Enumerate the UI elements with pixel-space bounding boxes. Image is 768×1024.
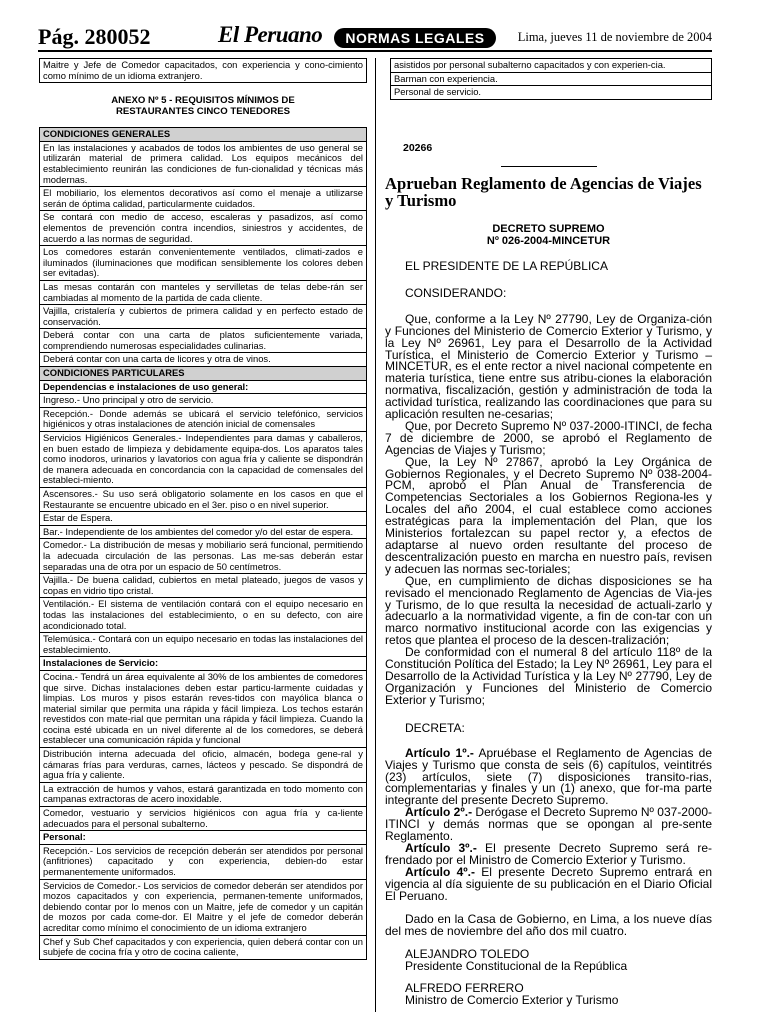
annex-title bbox=[39, 95, 367, 117]
decreta-heading: DECRETA: bbox=[405, 720, 465, 735]
column-divider bbox=[375, 58, 376, 1012]
signatory-name: ALFREDO FERRERO bbox=[405, 981, 524, 996]
table-cell: Comedor.- La distribución de mesas y mobiliario será funcional, permitiendo la adecuada circulación de las personas. Las me-sas deberán estar separadas una de otra por un espacio de 50 centímetros. bbox=[40, 539, 366, 574]
section-badge: NORMAS LEGALES bbox=[334, 28, 496, 48]
table-cell: Ingreso.- Uno principal y otro de servicio. bbox=[40, 394, 366, 408]
table-cell: Comedor, vestuario y servicios higiénicos con agua fría y ca-liente adecuados para el personal subalterno. bbox=[40, 807, 366, 831]
norm-title: Aprueban Reglamento de Agencias de Viajes y Turismo bbox=[385, 173, 702, 210]
table-cell: Deberá contar con una carta de licores y otra de vinos. bbox=[40, 353, 366, 367]
considerando-heading: CONSIDERANDO: bbox=[405, 285, 507, 300]
table-cell: Vajilla.- De buena calidad, cubiertos en metal plateado, juegos de vasos y copas en vidrio tipo cristal. bbox=[40, 574, 366, 598]
table-cell: asistidos por personal subalterno capacitados y con experien-cia. bbox=[391, 59, 711, 73]
decree-heading bbox=[385, 223, 712, 247]
annex-title-line: RESTAURANTES CINCO TENEDORES bbox=[115, 106, 291, 118]
annex-table bbox=[39, 127, 367, 960]
article-paragraph bbox=[385, 864, 712, 903]
table-cell: Bar.- Independiente de los ambientes del comedor y/o del estar de espera. bbox=[40, 526, 366, 540]
articles bbox=[385, 745, 713, 903]
page-header bbox=[38, 22, 712, 52]
table-cell: Barman con experiencia. bbox=[391, 73, 711, 87]
table-cell: Estar de Espera. bbox=[40, 512, 366, 526]
table-subheader: Instalaciones de Servicio: bbox=[40, 657, 366, 671]
table-cell: Distribución interna adecuada del oficio, almacén, bodega gene-ral y cámaras frías para verduras, carnes, lácteos y pescado. Se dispondrá de agua fría y caliente. bbox=[40, 748, 366, 783]
paragraph: Que, por Decreto Supremo Nº 037-2000-ITINCI, de fecha 7 de diciembre de 2000, se aprobó el Reglamento de Agencias de Viajes y Turismo; bbox=[385, 418, 712, 457]
table-cell: Chef y Sub Chef capacitados y con experiencia, quien deberá contar con un subjefe de cocina fría y otro de cocina caliente, bbox=[40, 936, 366, 960]
table-cell: Cocina.- Tendrá un área equivalente al 30% de los ambientes de comedores que sirve. Dichas instalaciones deben estar particu-larmente cuidadas y limpias. Los muros y pisos estarán reves-tidos con mayólica blanca o material similar que permita una rápida y fácil limpieza. Los techos estarán revestidos con mate-rial que permitan una rápida y fácil limpieza. Cuando la cocina esté ubicada en un nivel diferente al de los comedores, se deberá establecer una comunicación rápida y funcional bbox=[40, 671, 366, 748]
considerations bbox=[385, 311, 712, 707]
table-cell: Ventilación.- El sistema de ventilación contará con el equipo necesario en todas las instalaciones del establecimiento, o en su defecto, con aire acondicionado total. bbox=[40, 598, 366, 633]
article-paragraph bbox=[385, 745, 713, 808]
article-text: El presente Decreto Supremo será re-frendado por el Ministro de Comercio Exterior y Turismo. bbox=[385, 840, 712, 867]
table-cell: Deberá contar con una carta de platos suficientemente variada, comprendiendo numerosas especialidades culinarias. bbox=[40, 329, 366, 353]
signatory-role: Presidente Constitucional de la República bbox=[405, 959, 628, 974]
table-cell: Maitre y Jefe de Comedor capacitados, con experiencia y cono-cimiento como mínimo de un idioma extranjero. bbox=[40, 59, 366, 83]
closing-paragraph: Dado en la Casa de Gobierno, en Lima, a los nueve días del mes de noviembre del año dos mil cuatro. bbox=[385, 912, 712, 939]
article-label: Artículo 1º.- bbox=[405, 745, 474, 760]
paragraph: Que, la Ley Nº 27867, aprobó la Ley Orgánica de Gobiernos Regionales, y el Decreto Supremo Nº 038-2004-PCM, aprobó el Plan Anual de Transferencia de Competencias Sectoriales a los Gobiernos Regiona-les y Locales del año 2004, el cual establece como acciones estratégicas para la implementación del Plan, que los Ministerios fortalezcan su papel rector y, a efectos de adaptarse al nuevo orden resultante del proceso de descentralización puesto en marcha en nuestro país, revisen y adecuen las normas sec-toriales; bbox=[385, 454, 712, 576]
annex-title-line: ANEXO Nº 5 - REQUISITOS MÍNIMOS DE bbox=[111, 95, 295, 107]
signatory-name: ALEJANDRO TOLEDO bbox=[405, 947, 530, 962]
table-cell: Telemúsica.- Contará con un equipo necesario en todas las instalaciones del establecimiento. bbox=[40, 633, 366, 657]
header-rule bbox=[38, 50, 712, 52]
paragraph: Que, conforme a la Ley Nº 27790, Ley de Organiza-ción y Funciones del Ministerio de Comercio Exterior y Turismo, y la Ley Nº 26961, Ley para el Desarrollo de la Actividad Turística, el Ministerio de Comercio Exterior y Turismo – MINCETUR, es el ente rector a nivel nacional competente en materia turística, tiene entre sus atribu-ciones la elaboración normativa, fiscalización, gestión y administración de toda la actividad turística, realizando las coordinaciones que para su aplicación resulten ne-cesarias; bbox=[385, 311, 712, 422]
table-cell: La extracción de humos y vahos, estará garantizada en todo momento con campanas extractoras de acero inoxidable. bbox=[40, 783, 366, 807]
table-subheader: Dependencias e instalaciones de uso general: bbox=[40, 381, 366, 395]
table-cell: En las instalaciones y acabados de todos los ambientes de uso general se utilizarán material de primera calidad. Los equipos mecánicos del establecimiento reunirán las condiciones de fun-cionalidad y técnicas más modernas. bbox=[40, 142, 366, 187]
decree-type: DECRETO SUPREMO bbox=[492, 222, 605, 235]
table-cell: Los comedores estarán convenientemente ventilados, climati-zados e iluminados (iluminaciones que modifican sensiblemente los colores deben ser evitadas). bbox=[40, 246, 366, 281]
table-cell: Las mesas contarán con manteles y servilletas de telas debe-rán ser cambiadas al momento de la partida de cada cliente. bbox=[40, 281, 366, 305]
table-section-header: CONDICIONES GENERALES bbox=[40, 128, 366, 142]
table-subheader: Personal: bbox=[40, 831, 366, 845]
continued-table bbox=[390, 58, 712, 100]
title-rule bbox=[501, 166, 597, 167]
norm-number: 20266 bbox=[403, 141, 433, 154]
left-column bbox=[39, 58, 367, 960]
table-cell: Se contará con medio de acceso, escaleras y pasadizos, así como elementos de prevención contra incendios, siniestros y accidentes, de acuerdo a las normas de seguridad. bbox=[40, 211, 366, 246]
table-cell: Personal de servicio. bbox=[391, 86, 711, 100]
signatory-role: Ministro de Comercio Exterior y Turismo bbox=[405, 993, 619, 1008]
continued-table bbox=[39, 58, 367, 83]
table-cell: Recepción.- Los servicios de recepción deberán ser atendidos por personal (anfitriones) capacitado y con experiencia, debien-do estar permanentemente uniformados. bbox=[40, 845, 366, 880]
article-text: Derógase el Decreto Supremo Nº 037-2000-ITINCI y demás normas que se opongan al pre-sente Reglamento. bbox=[385, 805, 713, 844]
article-label: Artículo 2º.- bbox=[405, 805, 473, 820]
page-number: Pág. 280052 bbox=[38, 24, 151, 49]
article-paragraph bbox=[385, 807, 712, 843]
table-cell: Recepción.- Donde además se ubicará el servicio telefónico, servicios higiénicos y otras instalaciones de atención inicial de comensales bbox=[40, 408, 366, 432]
issuer-line: EL PRESIDENTE DE LA REPÚBLICA bbox=[405, 258, 608, 273]
table-cell: El mobiliario, los elementos decorativos así como el menaje a utilizarse serán de óptima calidad, particularmente cuidados. bbox=[40, 187, 366, 211]
table-cell: Ascensores.- Su uso será obligatorio solamente en los casos en que el Restaurante se encuentre ubicado en el 3er. piso o en nivel superior. bbox=[40, 488, 366, 512]
table-cell: Servicios de Comedor.- Los servicios de comedor deberán ser atendidos por mozos capacitados y con experiencia, permanen-temente uniformados, debiendo contar por lo menos con un Maitre, jefe de comedor y un capitán de mozos por cada come-dor. El Maitre y el jefe de comedor deberán acreditar como mínimo el conocimiento de un idioma extranjero bbox=[40, 880, 366, 936]
decree-number: Nº 026-2004-MINCETUR bbox=[486, 234, 611, 247]
article-label: Artículo 4º.- bbox=[405, 864, 475, 879]
issue-date: Lima, jueves 11 de noviembre de 2004 bbox=[517, 30, 712, 44]
table-section-header: CONDICIONES PARTICULARES bbox=[40, 367, 366, 381]
article-text: El presente Decreto Supremo entrará en vigencia al día siguiente de su publicación en el Diario Oficial El Peruano. bbox=[385, 864, 712, 903]
article-text: Apruébase el Reglamento de Agencias de Viajes y Turismo que consta de seis (6) capítulos, veintitrés (23) artículos, siete (7) disposiciones transito-rias, complementarias y finales y un (1) anexo, que for-ma parte integrante del presente Decreto Supremo. bbox=[385, 745, 713, 808]
table-cell: Servicios Higiénicos Generales.- Independientes para damas y caballeros, en buen estado de limpieza y debidamente equipa-dos. Los aparatos tales como inodoros, urinarios y lavatorios con agua fría y caliente se dispondrán de manera adecuada en concordancia con la capacidad de comensales del estableci-miento. bbox=[40, 432, 366, 488]
article-label: Artículo 3º.- bbox=[405, 840, 477, 855]
table-cell: Vajilla, cristalería y cubiertos de primera calidad y en perfecto estado de conservación. bbox=[40, 305, 366, 329]
paragraph: Que, en cumplimiento de dichas disposiciones se ha revisado el mencionado Reglamento de Agencias de Via-jes y Turismo, de lo que resulta la necesidad de actuali-zarlo y adecuarlo a la normatividad vigente, a fin de con-tar con un marco normativo institucional acorde con las exigencias y retos que plantea el proceso de la descen-tralización; bbox=[385, 573, 712, 648]
article-paragraph bbox=[385, 840, 712, 867]
right-column bbox=[385, 58, 712, 1006]
newspaper-logo: El Peruano bbox=[218, 22, 323, 47]
paragraph: De conformidad con el numeral 8 del artículo 118º de la Constitución Política del Estado; la Ley Nº 26961, Ley para el Desarrollo de la Actividad Turística y la Ley Nº 27790, Ley de Organización y Funciones del Ministerio de Comercio Exterior y Turismo; bbox=[385, 645, 712, 707]
